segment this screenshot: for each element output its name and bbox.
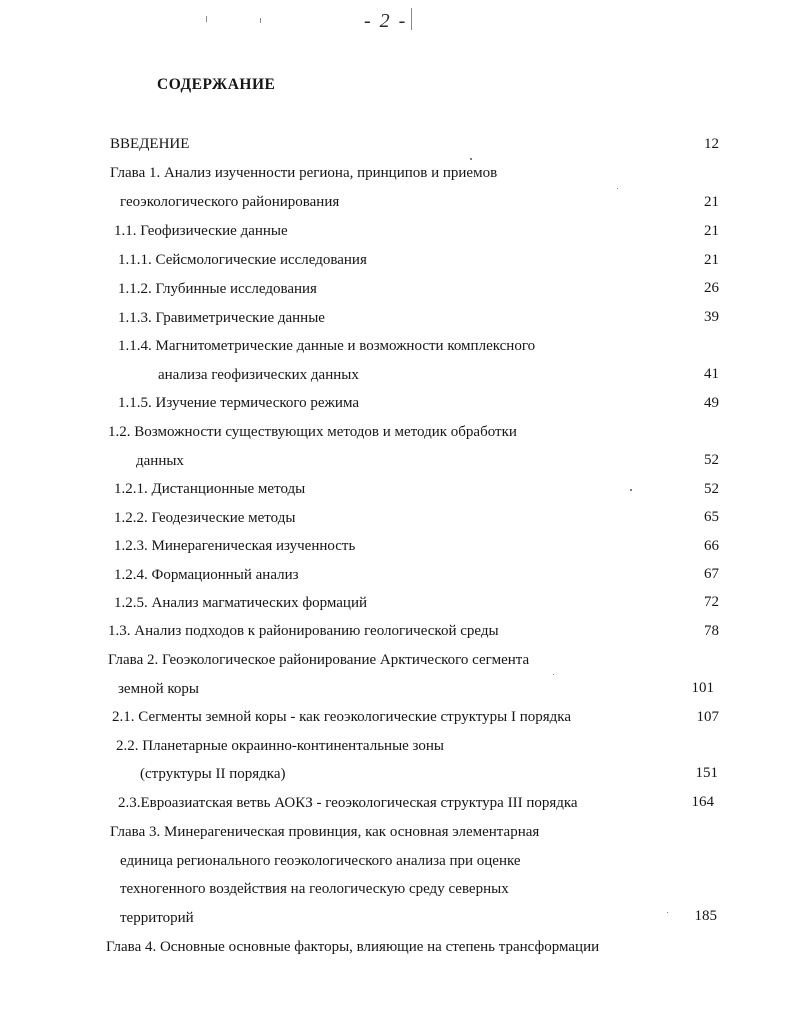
toc-entry-text: Глава 3. Минерагеническая провинция, как основная элементарная (110, 824, 540, 840)
toc-entry-page: 41 (704, 366, 719, 382)
toc-entry-text: 1.2.1. Дистанционные методы (114, 481, 306, 497)
toc-entry-text: ВВЕДЕНИЕ (110, 136, 190, 152)
toc-entry-page: 164 (691, 794, 714, 810)
toc-entry-text: Глава 4. Основные основные факторы, влияющие на степень трансформации (106, 939, 600, 955)
toc-entry-text: анализа геофизических данных (158, 367, 359, 383)
scan-speck (667, 912, 668, 913)
toc-entry-text: 2.3.Евроазиатская ветвь АОКЗ - геоэкологическая структура III порядка (118, 795, 578, 811)
toc-entry-text: техногенного воздействия на геологическую среду северных (120, 881, 509, 897)
page-title: СОДЕРЖАНИЕ (157, 76, 276, 93)
toc-entry-text: геоэкологического районирования (120, 194, 340, 210)
toc-entry-text: земной коры (118, 681, 199, 697)
toc-entry-page: 39 (704, 309, 719, 325)
toc-entry-page: 26 (704, 280, 719, 296)
toc-entry-text: данных (136, 453, 184, 469)
toc-entry-page: 65 (704, 509, 719, 525)
toc-entry-text: 1.1.3. Гравиметрические данные (118, 310, 325, 326)
toc-entry-page: 21 (704, 252, 719, 268)
toc-entry-page: 185 (694, 908, 717, 924)
toc-entry-page: 12 (704, 136, 719, 152)
toc-entry-text: 1.2.2. Геодезические методы (114, 510, 296, 526)
toc-entry-text: 1.3. Анализ подходов к районированию геологической среды (108, 623, 499, 639)
page-number: - 2 - (364, 10, 408, 32)
toc-entry-page: 52 (704, 452, 719, 468)
toc-entry-page: 67 (704, 566, 719, 582)
scan-speck (630, 489, 632, 491)
toc-entry-page: 101 (691, 680, 714, 696)
toc-entry-text: 2.2. Планетарные окраинно-континентальные зоны (116, 738, 445, 754)
toc-entry-page: 66 (704, 538, 719, 554)
toc-entry-text: единица регионального геоэкологического анализа при оценке (120, 853, 521, 869)
toc-entry-page: 21 (704, 194, 719, 210)
toc-entry-text: 1.1. Геофизические данные (114, 223, 288, 239)
toc-entry-page: 78 (704, 623, 719, 639)
toc-entry-page: 49 (704, 395, 719, 411)
scan-speck (470, 158, 472, 160)
toc-entry-page: 107 (696, 709, 719, 725)
toc-entry-page: 52 (704, 481, 719, 497)
toc-entry-text: 1.1.5. Изучение термического режима (118, 395, 359, 411)
toc-entry-text: территорий (120, 910, 194, 926)
toc-entry-page: 21 (704, 223, 719, 239)
toc-entry-text: Глава 1. Анализ изученности региона, принципов и приемов (110, 165, 498, 181)
toc-entry-text: 1.2. Возможности существующих методов и методик обработки (108, 424, 517, 440)
toc-entry-text: (структуры II порядка) (140, 766, 286, 782)
toc-entry-text: 2.1. Сегменты земной коры - как геоэкологические структуры I порядка (112, 709, 572, 725)
toc-entry-text: 1.2.4. Формационный анализ (114, 567, 299, 583)
toc-entry-page: 151 (695, 765, 718, 781)
toc-entry-text: 1.1.2. Глубинные исследования (118, 281, 317, 297)
toc-entry-text: 1.1.4. Магнитометрические данные и возможности комплексного (118, 338, 536, 354)
toc-entry-text: 1.1.1. Сейсмологические исследования (118, 252, 367, 268)
toc-entry-text: Глава 2. Геоэкологическое районирование Арктического сегмента (108, 652, 530, 668)
scan-speck (553, 674, 554, 675)
scan-speck (617, 188, 618, 189)
toc-entry-text: 1.2.3. Минерагеническая изученность (114, 538, 356, 554)
toc-entry-text: 1.2.5. Анализ магматических формаций (114, 595, 368, 611)
toc-entry-page: 72 (704, 594, 719, 610)
